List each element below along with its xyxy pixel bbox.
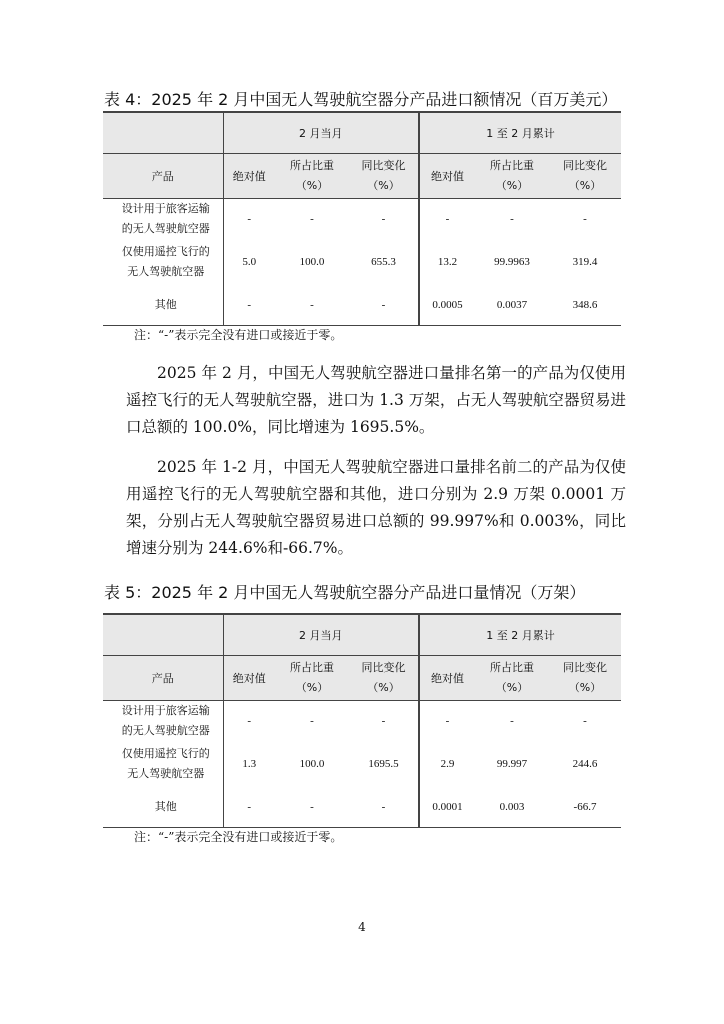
cell-value: 319.4	[572, 256, 598, 268]
paragraph-2	[126, 454, 626, 562]
paragraph-text: 2025 年 2 月，中国无人驾驶航空器进口量排名第一的产品为仅使用遥控飞行的无人驾驶航空器，进口为 1.3 万架，占无人驾驶航空器贸易进口总额的 100.0%，同比增速为 1695.5%。	[126, 364, 626, 436]
table4-col-absolute: 绝对值	[223, 154, 275, 199]
table5-header-current: 2 月当月	[223, 614, 419, 656]
table5-note: 注：“-”表示完全没有进口或接近于零。	[134, 830, 343, 844]
cell-value: -	[223, 787, 275, 828]
cell-value: -	[349, 199, 419, 240]
cell-value: 5.0	[242, 256, 257, 268]
product-name: 仅使用遥控飞行的 无人驾驶航空器	[103, 239, 223, 285]
table5-col-yoy-cum: 同比变化 （%）	[549, 656, 621, 701]
table4-note: 注：“-”表示完全没有进口或接近于零。	[134, 328, 343, 342]
product-name: 设计用于旅客运输 的无人驾驶航空器	[103, 199, 223, 240]
table5-col-product: 产品	[103, 656, 223, 701]
product-name: 其他	[103, 787, 223, 828]
cell-value: -66.7	[549, 787, 621, 828]
cell-value: -	[583, 715, 587, 727]
cell-value: -	[247, 715, 252, 727]
cell-value: 0.003	[475, 787, 549, 828]
table4-header-empty	[103, 112, 223, 154]
product-name: 其他	[103, 285, 223, 326]
table4-col-share: 所占比重 （%）	[275, 154, 349, 199]
table4-header-group-row	[103, 112, 621, 154]
cell-value: 348.6	[549, 285, 621, 326]
paragraph-text: 2025 年 1-2 月，中国无人驾驶航空器进口量排名前二的产品为仅使用遥控飞行的无人驾驶航空器和其他，进口分别为 2.9 万架 0.0001 万架，分别占无人驾驶航空器贸易进口总额的 99.997%和 0.003%，同比增速分别为 244.6%和-66.7%。	[126, 458, 626, 557]
table5-col-share-cum: 所占比重 （%）	[475, 656, 549, 701]
table5-col-absolute: 绝对值	[223, 656, 275, 701]
table-row	[103, 239, 621, 285]
cell-value: -	[247, 213, 252, 225]
cell-value: -	[445, 715, 450, 727]
page-number: 4	[358, 920, 366, 934]
cell-value: 13.2	[437, 256, 458, 268]
cell-value: -	[510, 715, 514, 727]
table5-header-group-row	[103, 614, 621, 656]
cell-value: -	[310, 715, 314, 727]
table4-header-current: 2 月当月	[223, 112, 419, 154]
cell-value: -	[275, 285, 349, 326]
table4-col-product: 产品	[103, 154, 223, 199]
table4	[103, 111, 621, 326]
table5-header-cumulative: 1 至 2 月累计	[419, 614, 621, 656]
cell-value: -	[223, 285, 275, 326]
table5-header-empty	[103, 614, 223, 656]
table-row	[103, 741, 621, 787]
cell-value: 0.0037	[475, 285, 549, 326]
table4-header-cumulative: 1 至 2 月累计	[419, 112, 621, 154]
cell-value: 655.3	[349, 239, 419, 285]
cell-value: 1.3	[242, 758, 257, 770]
cell-value: 99.997	[496, 758, 528, 770]
table-row	[103, 701, 621, 742]
cell-value: 100.0	[299, 758, 325, 770]
table4-header-col-row	[103, 154, 621, 199]
cell-value: 100.0	[299, 256, 325, 268]
table-row	[103, 199, 621, 240]
cell-value: 2.9	[440, 758, 455, 770]
product-name: 设计用于旅客运输 的无人驾驶航空器	[103, 701, 223, 742]
table4-col-yoy: 同比变化 （%）	[349, 154, 419, 199]
cell-value: 99.9963	[494, 256, 530, 268]
cell-value: -	[310, 213, 314, 225]
cell-value: 0.0005	[419, 285, 475, 326]
cell-value: -	[275, 787, 349, 828]
table4-col-absolute-cum: 绝对值	[419, 154, 475, 199]
cell-value: 244.6	[572, 758, 598, 770]
table5-col-absolute-cum: 绝对值	[419, 656, 475, 701]
cell-value: -	[349, 787, 419, 828]
table5-title: 表 5：2025 年 2 月中国无人驾驶航空器分产品进口量情况（万架）	[104, 583, 586, 602]
paragraph-1	[126, 360, 626, 441]
table5-col-yoy: 同比变化 （%）	[349, 656, 419, 701]
table4-title: 表 4：2025 年 2 月中国无人驾驶航空器分产品进口额情况（百万美元）	[104, 90, 618, 109]
cell-value: -	[349, 701, 419, 742]
table5-header-col-row	[103, 656, 621, 701]
cell-value: 0.0001	[419, 787, 475, 828]
cell-value: -	[445, 213, 450, 225]
cell-value: -	[510, 213, 514, 225]
table4-col-share-cum: 所占比重 （%）	[475, 154, 549, 199]
table5-col-share: 所占比重 （%）	[275, 656, 349, 701]
cell-value: -	[349, 285, 419, 326]
table-row	[103, 787, 621, 828]
table4-col-yoy-cum: 同比变化 （%）	[549, 154, 621, 199]
table-row	[103, 285, 621, 326]
product-name: 仅使用遥控飞行的 无人驾驶航空器	[103, 741, 223, 787]
cell-value: -	[583, 213, 587, 225]
cell-value: 1695.5	[349, 741, 419, 787]
table5	[103, 613, 621, 828]
